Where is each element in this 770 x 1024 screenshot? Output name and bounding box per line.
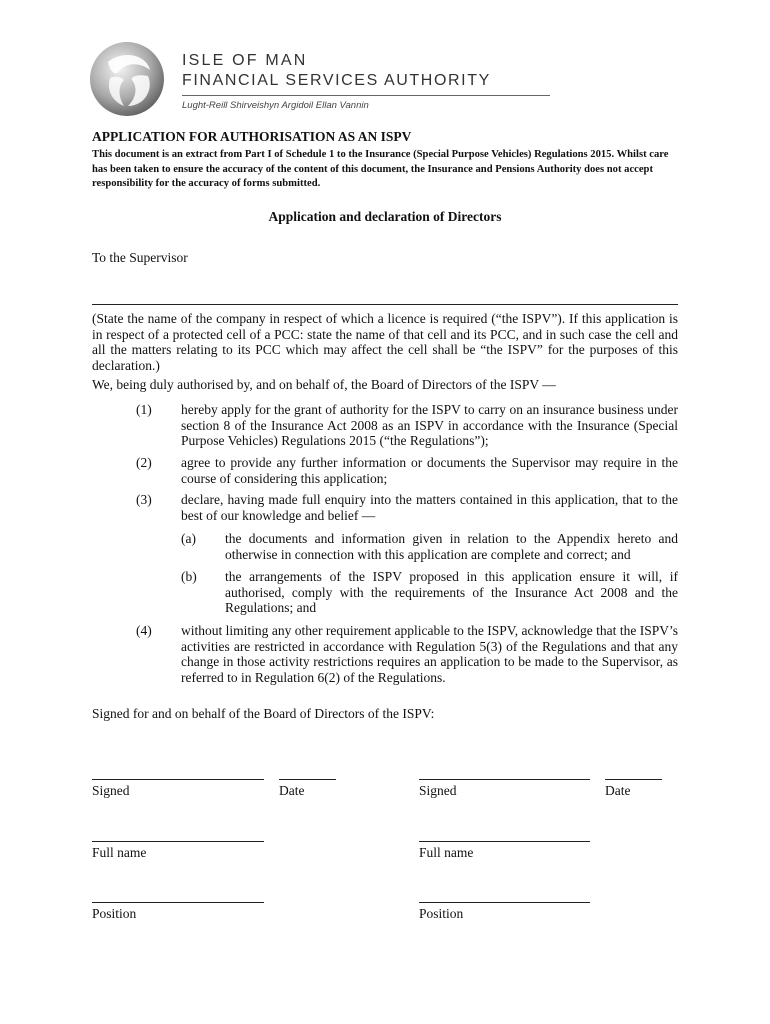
item-text: declare, having made full enquiry into the matters contained in this application, that to the best of our knowledge and belief — [181,492,678,523]
addressee: To the Supervisor [92,250,188,265]
subitem-text: the documents and information given in relation to the Appendix hereto and otherwise in connection with this application are complete and correct; and [225,531,678,562]
subitem-letter: (a) [181,531,196,546]
position-field-2[interactable] [419,902,590,903]
org-tagline: Lught-Reill Shirveishyn Argidoil Ellan Vannin [182,100,369,111]
date-label-2: Date [605,783,631,798]
position-field-1[interactable] [92,902,264,903]
item-text: hereby apply for the grant of authority for the ISPV to carry on an insurance business under section 8 of the Insurance Act 2008 as an ISPV in accordance with the Insurance (Special Purpose Vehicles) Regulations 2015 (“the Regulations”); [181,402,678,449]
full-name-label-2: Full name [419,845,474,860]
company-name-field[interactable] [92,304,678,305]
signature-field-2[interactable] [419,779,590,780]
date-label-1: Date [279,783,305,798]
signed-for-statement: Signed for and on behalf of the Board of Directors of the ISPV: [92,706,435,721]
section-heading: Application and declaration of Directors [268,209,502,224]
org-name-line1: ISLE OF MAN [182,52,308,69]
subitem-text: the arrangements of the ISPV proposed in this application ensure it will, if authorised, comply with the requirements of the Insurance Act 2008 and the Regulations; and [225,569,678,616]
item-number: (2) [136,455,152,470]
full-name-label-1: Full name [92,845,147,860]
header-rule [182,95,550,96]
fsa-swirl-logo-icon [88,40,166,118]
date-field-2[interactable] [605,779,662,780]
full-name-field-2[interactable] [419,841,590,842]
declaration-intro: We, being duly authorised by, and on behalf of, the Board of Directors of the ISPV — [92,377,556,392]
org-name-line2: FINANCIAL SERVICES AUTHORITY [182,72,491,89]
document-title: APPLICATION FOR AUTHORISATION AS AN ISPV [92,129,412,144]
item-text: agree to provide any further information or documents the Supervisor may require in the course of considering this application; [181,455,678,486]
item-text: without limiting any other requirement applicable to the ISPV, acknowledge that the ISPV’s activities are restricted in accordance with Regulation 5(3) of the Regulations and that any change in those activity restrictions requires an application to be made to the Supervisor, as referred to in Regulation 6(2) of the Regulations. [181,623,678,685]
position-label-2: Position [419,906,464,921]
signed-label-2: Signed [419,783,457,798]
header-logo-block [88,40,491,120]
signature-field-1[interactable] [92,779,264,780]
company-name-instruction: (State the name of the company in respect of which a licence is required (“the ISPV”). If this application is in respect of a protected cell of a PCC: state the name of that cell and its PCC, and in such case the cell and all the matters relating to its PCC which may affect the cell shall be “the ISPV” for the purposes of this declaration.) [92,311,678,373]
subitem-letter: (b) [181,569,197,584]
item-number: (3) [136,492,152,507]
signed-label-1: Signed [92,783,130,798]
position-label-1: Position [92,906,137,921]
item-number: (1) [136,402,152,417]
disclaimer-text: This document is an extract from Part I of Schedule 1 to the Insurance (Special Purpose Vehicles) Regulations 2015. Whilst care has been taken to ensure the accuracy of the content of this document, the Insurance and Pensions Authority does not accept responsibility for the accuracy of forms submitted. [92,149,669,189]
item-number: (4) [136,623,152,638]
date-field-1[interactable] [279,779,336,780]
full-name-field-1[interactable] [92,841,264,842]
